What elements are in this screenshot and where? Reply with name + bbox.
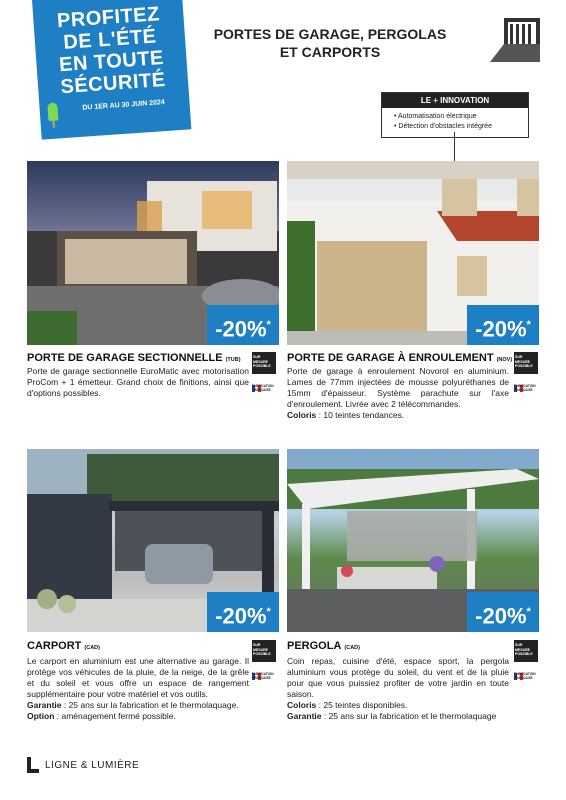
product-description [287,366,509,421]
product-extra-text: : 10 teintes tendances. [316,410,405,420]
product-name: CARPORT [27,640,82,652]
sur-mesure-badge: SUR MESURE POSSIBLE [514,640,538,662]
product-description-text: Coin repas, cuisine d'été, espace sport, la pergola aluminium vous protège du soleil, du vent et de la pluie pour que vous puissiez profiter de votre jardin en toute saison. [287,656,509,699]
product-code: (NOV) [496,357,513,363]
discount-value: -20% [215,316,267,342]
discount-value: -20% [475,316,527,342]
fabrication-francaise-badge: FABRICATION FRANÇAISE [514,384,536,392]
garage-door-icon [486,14,540,62]
sectional-garage-photo [27,161,279,345]
ice-cream-icon [47,102,58,121]
discount-value: -20% [475,603,527,629]
discount-asterisk: * [266,606,271,618]
footer-brand: LIGNE & LUMIÈRE [45,760,140,771]
innovation-item: • Détection d'obstacles intégrée [394,122,522,132]
product-extra-label: Garantie [27,700,62,710]
product-badges [252,640,278,681]
product-description [27,366,249,399]
promo-banner [32,0,191,140]
product-code: (TUB) [225,357,241,363]
product-name: PORTE DE GARAGE À ENROULEMENT [287,352,494,364]
discount-value: -20% [215,603,267,629]
product-extra-label: Option [27,711,55,721]
promo-dates: DU 1ER AU 30 JUIN 2024 [82,98,166,112]
sur-mesure-badge: SUR MESURE POSSIBLE [514,352,538,374]
product-title [27,640,100,652]
product-description-text: Porte de garage à enroulement Novorol en aluminium. Lames de 77mm injectées de mousse polyuréthanes de 15mm d'épaisseur. Système parachute sur l'axe d'enroulement. Livrée avec 2 télécommandes. [287,366,509,409]
product-title [27,352,241,364]
fabrication-francaise-badge: FABRICATION FRANÇAISE [514,672,536,680]
product-extra-label: Coloris [287,700,317,710]
pergola-photo [287,449,539,632]
product-title [287,352,512,364]
promo-line: SÉCURITÉ [59,68,167,99]
innovation-item: • Automatisation électrique [394,112,522,122]
page-title-line: PORTES DE GARAGE, PERGOLAS [213,26,447,42]
discount-badge [467,592,539,632]
sur-mesure-badge: SUR MESURE POSSIBLE [252,640,276,662]
discount-badge [207,305,279,345]
roller-garage-photo [287,161,539,345]
product-extra-label: Coloris [287,410,317,420]
product-description-text: Le carport en aluminium est une alternative au garage. Il protège vos véhicules de la pluie, de la neige, de la grêle et du soleil et vous offre un espace de rangement supplémentaire pour votre matériel et vos outils. [27,656,249,699]
product-name: PORTE DE GARAGE SECTIONNELLE [27,352,223,364]
product-extra-text: : 25 ans sur la fabrication et le thermolaquage [321,711,497,721]
sur-mesure-badge: SUR MESURE POSSIBLE [252,352,276,374]
innovation-title: LE + INNOVATION [382,93,528,108]
discount-asterisk: * [526,319,531,331]
page-title [200,25,460,61]
product-description [27,656,249,722]
innovation-box [381,92,529,138]
fabrication-francaise-badge: FABRICATION FRANÇAISE [252,672,274,680]
discount-asterisk: * [266,319,271,331]
carport-photo [27,449,279,632]
product-badges [252,352,278,393]
discount-asterisk: * [526,606,531,618]
promo-line: DE L'ÉTÉ [62,25,158,54]
promo-line: PROFITEZ [56,3,161,33]
product-code: (CAD) [344,645,360,651]
fabrication-francaise-badge: FABRICATION FRANÇAISE [252,384,274,392]
discount-badge [467,305,539,345]
product-extra-text: : aménagement fermé possible. [54,711,176,721]
product-extra-text: : 25 ans sur la fabrication et le thermolaquage. [61,700,239,710]
product-badges [514,640,540,681]
product-extra-label: Garantie [287,711,322,721]
product-extra-text: : 25 teintes disponibles. [316,700,408,710]
page-title-line: ET CARPORTS [279,44,381,60]
product-description-text: Porte de garage sectionnelle EuroMatic avec motorisation ProCom + 1 émetteur. Grand choix de finitions, ainsi que d'options possibles. [27,366,249,398]
product-title [287,640,360,652]
product-name: PERGOLA [287,640,342,652]
product-description [287,656,509,722]
promo-line: EN TOUTE [58,46,165,77]
discount-badge [207,592,279,632]
product-badges [514,352,540,393]
product-code: (CAD) [84,645,100,651]
